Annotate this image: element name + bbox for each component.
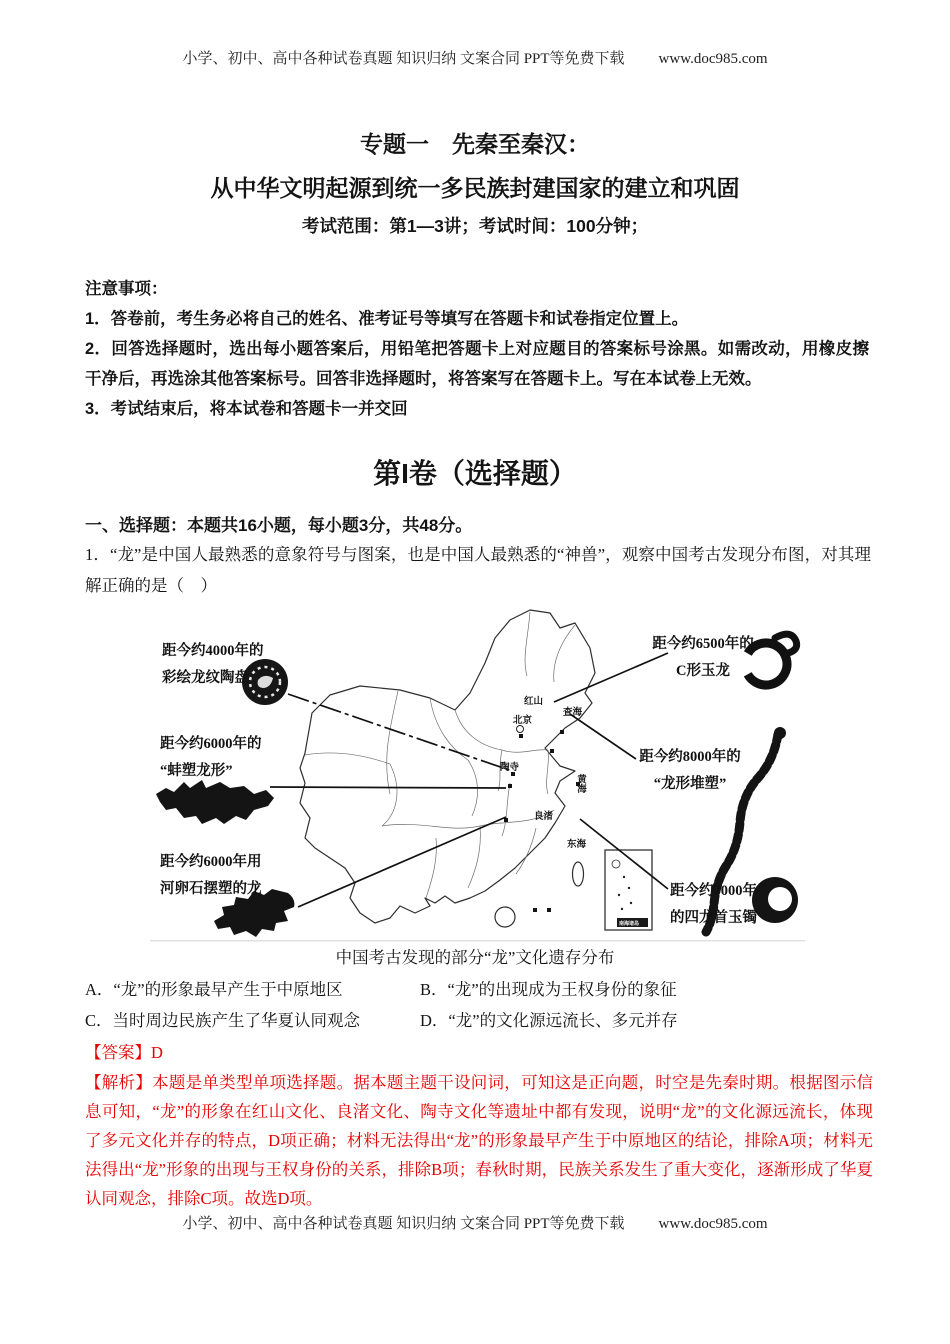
china-dragon-map — [150, 598, 805, 943]
label-pebble-dragon-2: 河卵石摆塑的龙 — [160, 881, 262, 897]
beijing-marker — [517, 726, 524, 733]
analysis-label: 【解析】 — [85, 1073, 153, 1092]
notice-item-2: 2．回答选择题时，选出每小题答案后，用铅笔把答题卡上对应题目的答案标号涂黑。如需改动，用橡皮擦干净后，再选涂其他答案标号。回答非选择题时，将答案写在答题卡上。写在本试卷上无效。 — [85, 340, 869, 388]
notice-heading: 注意事项： — [85, 280, 168, 298]
option-d[interactable]: D．“龙”的文化源远流长、多元并存 — [420, 1011, 678, 1030]
label-dragon-mound-1: 距今约8000年的 — [639, 749, 741, 765]
section-instructions: 一、选择题：本题共16小题，每小题3分，共48分。 — [85, 516, 473, 535]
label-clam-dragon-2: “蚌塑龙形” — [160, 763, 233, 779]
label-jade-bracelet-2: 的四龙首玉镯 — [670, 910, 757, 926]
question-1-map-figure — [150, 598, 805, 943]
answer-value: D — [151, 1043, 163, 1062]
province-borders — [305, 612, 575, 898]
site-hongshan: 红山 — [524, 697, 544, 707]
question-1-stem: 1．“龙”是中国人最熟悉的意象符号与图案，也是中国人最熟悉的“神兽”，观察中国考古发现分布图，对其理解正确的是（ ） — [85, 545, 871, 595]
site-chahai: 查海 — [563, 708, 583, 718]
label-pottery-plate-2: 彩绘龙纹陶盘 — [162, 670, 249, 686]
site-beijing: 北京 — [513, 716, 533, 726]
clam-dragon-image — [156, 780, 274, 824]
inset-label: 南海诸岛 — [619, 922, 640, 927]
label-clam-dragon-1: 距今约6000年的 — [160, 736, 262, 752]
exam-scope-time: 考试范围：第1—3讲；考试时间：100分钟； — [301, 216, 649, 236]
answer-line — [85, 1039, 163, 1063]
exam-title-line2: 从中华文明起源到统一多民族封建国家的建立和巩固 — [210, 175, 740, 201]
site-taosi: 陶寺 — [500, 763, 520, 773]
hainan-island — [495, 907, 515, 927]
analysis-text: 本题是单类型单项选择题。据本题主题干设问词，可知这是正向题，时空是先秦时期。根据图示信息可知，“龙”的形象在红山文化、良渚文化、陶寺文化等遗址中都有发现，说明“龙”的文化源远流长，体现了多元文化并存的特点，D项正确；材料无法得出“龙”的形象最早产生于中原地区的结论，排除A项；材料无法得出“龙”形象的出现与王权身份的关系，排除B项；春秋时期，民族关系发生了重大变化，逐渐形成了华夏认同观念，排除C项。故选D项。 — [85, 1073, 874, 1208]
label-c-jade-dragon-1: 距今约6500年的 — [652, 636, 754, 652]
option-c[interactable]: C．当时周边民族产生了华夏认同观念 — [85, 1011, 361, 1030]
page-footer — [0, 1212, 950, 1233]
label-c-jade-dragon-2: C形玉龙 — [676, 663, 730, 679]
footer-site-url[interactable]: www.doc985.com — [658, 1216, 768, 1232]
notice-block — [85, 274, 869, 424]
page-header — [0, 47, 950, 68]
notice-item-3: 3．考试结束后，将本试卷和答题卡一并交回 — [85, 400, 408, 418]
section-title: 第I卷（选择题） — [373, 458, 577, 489]
line-pebble-dragon-to-site — [298, 817, 506, 907]
exam-title-line1: 专题一 先秦至秦汉： — [360, 131, 590, 157]
sea-east-china: 东海 — [567, 840, 587, 850]
label-dragon-mound-2: “龙形堆塑” — [653, 776, 727, 792]
header-slogan: 小学、初中、高中各种试卷真题 知识归纳 文案合同 PPT等免费下载 — [182, 51, 625, 67]
line-clam-dragon-to-site — [270, 787, 506, 788]
figure-bottom-rule — [150, 940, 805, 942]
jade-bracelet-image — [752, 877, 798, 923]
option-b[interactable]: B．“龙”的出现成为王权身份的象征 — [420, 980, 677, 999]
map-inset-south-china-sea — [605, 850, 652, 930]
analysis-paragraph — [85, 1068, 873, 1213]
label-pottery-plate-1: 距今约4000年的 — [162, 643, 264, 659]
footer-slogan: 小学、初中、高中各种试卷真题 知识归纳 文案合同 PPT等免费下载 — [182, 1216, 625, 1232]
line-chahai-to-dragon-mound — [570, 714, 636, 759]
notice-item-1: 1．答卷前，考生务必将自己的姓名、准考证号等填写在答题卡和试卷指定位置上。 — [85, 310, 689, 328]
map-caption: 中国考古发现的部分“龙”文化遗存分布 — [335, 948, 615, 967]
header-site-url[interactable]: www.doc985.com — [658, 51, 768, 67]
sea-yellow: 黄海 — [575, 774, 585, 793]
line-hongshan-to-c-jade-dragon — [554, 653, 668, 702]
site-liangzhu: 良渚 — [534, 812, 554, 822]
option-a[interactable]: A．“龙”的形象最早产生于中原地区 — [85, 980, 343, 999]
china-outline — [300, 610, 595, 927]
taiwan-island — [573, 862, 584, 886]
line-pottery-plate-to-taosi — [288, 694, 512, 771]
answer-label: 【答案】 — [85, 1043, 151, 1062]
label-pebble-dragon-1: 距今约6000年用 — [160, 854, 262, 870]
label-jade-bracelet-1: 距今约7000年 — [670, 883, 757, 899]
